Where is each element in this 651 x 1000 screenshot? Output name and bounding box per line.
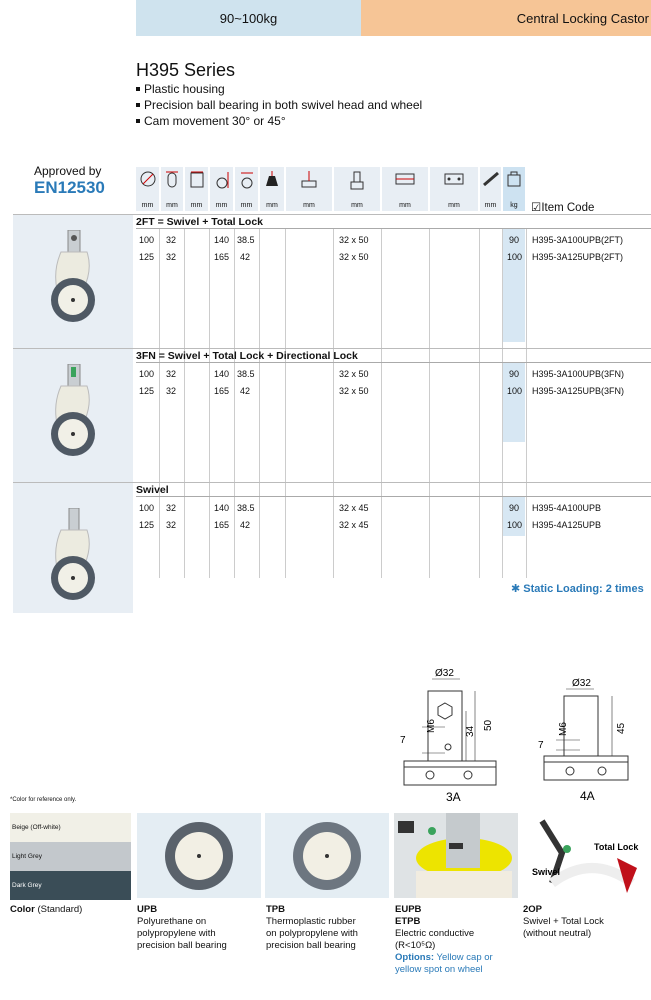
feature-item: Cam movement 30° or 45° xyxy=(136,113,422,129)
caption-code: 2OP xyxy=(523,904,543,915)
static-loading-note xyxy=(511,582,644,595)
drawing-3a xyxy=(390,665,510,805)
kg-column-bg xyxy=(503,228,525,342)
wheel-image xyxy=(265,813,389,898)
load-range-header: 90~100kg xyxy=(136,0,361,36)
caption-line: (R<10⁵Ω) xyxy=(395,940,436,951)
feature-list xyxy=(136,81,422,129)
color-swatch-dark-grey: Dark Grey xyxy=(10,871,131,900)
dim-label: 7 xyxy=(400,735,406,746)
plate-size-icon-cell xyxy=(382,167,428,211)
offset-cell: 42 xyxy=(240,386,251,396)
caption-line: Swivel + Total Lock xyxy=(523,916,604,927)
upb-caption xyxy=(137,904,227,952)
stem-cell: 32 x 45 xyxy=(339,503,369,513)
group-title: Swivel xyxy=(136,484,651,497)
height-cell: 165 xyxy=(214,520,230,530)
caption-line: polypropylene with xyxy=(137,928,216,939)
stem-cell: 32 x 50 xyxy=(339,369,369,379)
plate-icon-cell xyxy=(185,167,208,211)
bolt-spacing-icon xyxy=(443,171,465,187)
feature-item: Plastic housing xyxy=(136,81,422,97)
grid-line xyxy=(234,228,235,578)
diameter-cell: 100 xyxy=(139,235,155,245)
unit-label: mm xyxy=(141,202,154,209)
eupb-caption xyxy=(395,904,493,976)
bolt-spacing-icon-cell xyxy=(430,167,478,211)
unit-label: mm xyxy=(484,202,497,209)
caption-line: precision ball bearing xyxy=(137,940,227,951)
unit-label: mm xyxy=(266,202,278,209)
castor-image xyxy=(43,230,103,330)
tpb-caption xyxy=(266,904,358,952)
offset-icon-cell xyxy=(235,167,258,211)
width-cell: 32 xyxy=(166,520,177,530)
item-code-cell: H395-3A125UPB(3FN) xyxy=(532,386,625,396)
grid-line xyxy=(526,228,527,578)
color-caption-bold: Color xyxy=(10,904,35,915)
total-lock-label: Total Lock xyxy=(594,842,639,852)
product-image-band xyxy=(13,215,133,348)
color-caption-rest: (Standard) xyxy=(34,904,83,915)
grid-line xyxy=(184,228,185,578)
bolt-hole-icon-cell xyxy=(480,167,501,211)
width-cell: 32 xyxy=(166,369,177,379)
tpb-wheel-photo xyxy=(265,813,389,898)
mounting-height-icon-cell xyxy=(286,167,332,211)
offset-cell: 38.5 xyxy=(237,503,255,513)
mounting-height-icon xyxy=(299,171,319,189)
wheel-width-icon-cell xyxy=(161,167,183,211)
total-height-icon xyxy=(214,171,230,189)
options-line: Yellow cap or xyxy=(436,952,493,963)
height-cell: 140 xyxy=(214,369,230,379)
drawing-4a xyxy=(530,676,640,804)
caption-line: Electric conductive xyxy=(395,928,475,939)
diameter-cell: 125 xyxy=(139,252,155,262)
offset-cell: 38.5 xyxy=(237,235,255,245)
standard-label: EN12530 xyxy=(34,178,105,197)
upb-wheel-photo xyxy=(137,813,261,898)
caption-line: on polypropylene with xyxy=(266,928,358,939)
dim-label: 7 xyxy=(538,740,544,751)
swivel-label: Swivel xyxy=(532,867,561,877)
diameter-cell: 100 xyxy=(139,369,155,379)
unit-label: mm xyxy=(351,202,363,209)
grid-line xyxy=(333,228,334,578)
load-cell: 100 xyxy=(507,252,523,262)
wheel-diameter-icon xyxy=(140,171,156,187)
height-cell: 140 xyxy=(214,503,230,513)
dim-label: 34 xyxy=(465,725,476,737)
offset-icon xyxy=(239,171,255,189)
grid-line xyxy=(429,228,430,578)
dim-label: M6 xyxy=(558,722,569,736)
options-line: yellow spot on wheel xyxy=(395,964,483,975)
castor-front-icon xyxy=(189,171,205,189)
group-title: 2FT = Swivel + Total Lock xyxy=(136,216,651,229)
unit-label: mm xyxy=(190,202,203,209)
height-cell: 165 xyxy=(214,252,230,262)
unit-label: kg xyxy=(510,202,518,209)
offset-cell: 38.5 xyxy=(237,369,255,379)
unit-label: mm xyxy=(399,202,411,209)
width-cell: 32 xyxy=(166,252,177,262)
unit-label: mm xyxy=(215,202,228,209)
color-caption xyxy=(10,904,82,916)
dim-label: Ø32 xyxy=(572,678,591,689)
approved-by-label: Approved by xyxy=(34,164,102,178)
item-code-cell: H395-4A125UPB xyxy=(532,520,602,530)
stem-cell: 32 x 45 xyxy=(339,520,369,530)
height-cell: 165 xyxy=(214,386,230,396)
load-cell: 90 xyxy=(509,235,520,245)
feature-item: Precision ball bearing in both swivel head and wheel xyxy=(136,97,422,113)
conductive-castor-image xyxy=(394,813,518,898)
kg-column-bg xyxy=(503,496,525,536)
item-code-cell: H395-3A125UPB(2FT) xyxy=(532,252,624,262)
asterisk-icon: ✱ xyxy=(511,583,524,595)
diameter-cell: 100 xyxy=(139,503,155,513)
plate-size-icon xyxy=(394,171,416,187)
caption-code: TPB xyxy=(266,904,285,915)
stem-cell: 32 x 50 xyxy=(339,235,369,245)
caption-line: Thermoplastic rubber xyxy=(266,916,356,927)
group-title: 3FN = Swivel + Total Lock + Directional Lock xyxy=(136,350,651,363)
load-cell: 90 xyxy=(509,369,520,379)
stem-cell: 32 x 50 xyxy=(339,252,369,262)
width-cell: 32 xyxy=(166,503,177,513)
swivel-radius-icon xyxy=(264,171,280,187)
lock-pedal-image xyxy=(522,813,648,898)
stem-size-icon-cell xyxy=(334,167,380,211)
color-swatch-beige: Beige (Off-white) xyxy=(10,813,131,842)
color-note: *Color for reference only. xyxy=(10,797,77,803)
load-cell: 90 xyxy=(509,503,520,513)
wheel-width-icon xyxy=(166,171,178,189)
load-capacity-icon-cell xyxy=(503,167,525,211)
caption-line: precision ball bearing xyxy=(266,940,356,951)
castor-image xyxy=(43,508,103,608)
stem-size-icon xyxy=(347,171,367,191)
grid-line xyxy=(209,228,210,578)
drawing-label: 3A xyxy=(446,790,461,804)
drawing-label: 4A xyxy=(580,789,595,803)
product-image-band xyxy=(13,349,133,482)
width-cell: 32 xyxy=(166,235,177,245)
product-image-band xyxy=(13,483,133,613)
dim-label: 50 xyxy=(483,719,494,731)
caption-code: ETPB xyxy=(395,916,421,927)
item-code-cell: H395-3A100UPB(3FN) xyxy=(532,369,625,379)
dim-label: 45 xyxy=(616,722,627,734)
diameter-cell: 125 xyxy=(139,520,155,530)
item-code-header xyxy=(531,200,594,214)
stem-cell: 32 x 50 xyxy=(339,386,369,396)
grid-line xyxy=(285,228,286,578)
item-code-cell: H395-3A100UPB(2FT) xyxy=(532,235,624,245)
load-cell: 100 xyxy=(507,520,523,530)
options-label: Options: xyxy=(395,952,435,963)
item-code-cell: H395-4A100UPB xyxy=(532,503,602,513)
grid-line xyxy=(381,228,382,578)
color-swatch-light-grey: Light Grey xyxy=(10,842,131,871)
series-title: H395 Series xyxy=(136,60,236,80)
unit-label: mm xyxy=(240,202,253,209)
wheel-image xyxy=(137,813,261,898)
eupb-photo xyxy=(394,813,518,898)
dim-label: Ø32 xyxy=(435,668,454,679)
grid-line xyxy=(502,228,503,578)
unit-label: mm xyxy=(303,202,315,209)
caption-code: UPB xyxy=(137,904,158,915)
check-icon: ☑ xyxy=(531,202,542,214)
height-cell: 140 xyxy=(214,235,230,245)
grid-line xyxy=(259,228,260,578)
offset-cell: 42 xyxy=(240,252,251,262)
2op-caption xyxy=(523,904,604,940)
total-height-icon-cell xyxy=(210,167,233,211)
unit-label: mm xyxy=(448,202,460,209)
grid-line xyxy=(479,228,480,578)
caption-line: (without neutral) xyxy=(523,928,592,939)
swivel-radius-icon-cell xyxy=(260,167,284,211)
weight-icon xyxy=(507,171,521,187)
caption-code: EUPB xyxy=(395,904,422,915)
category-header: Central Locking Castor xyxy=(361,0,651,36)
wheel-diameter-icon-cell xyxy=(136,167,159,211)
static-loading-text: Static Loading: 2 times xyxy=(523,583,644,595)
width-cell: 32 xyxy=(166,386,177,396)
bolt-hole-icon xyxy=(482,171,500,187)
dim-label: M6 xyxy=(426,719,437,733)
2op-lock-photo xyxy=(522,813,648,898)
castor-image xyxy=(43,364,103,464)
unit-label: mm xyxy=(166,202,178,209)
offset-cell: 42 xyxy=(240,520,251,530)
caption-line: Polyurethane on xyxy=(137,916,207,927)
load-cell: 100 xyxy=(507,386,523,396)
item-code-label: Item Code xyxy=(541,202,595,214)
grid-line xyxy=(159,228,160,578)
diameter-cell: 125 xyxy=(139,386,155,396)
